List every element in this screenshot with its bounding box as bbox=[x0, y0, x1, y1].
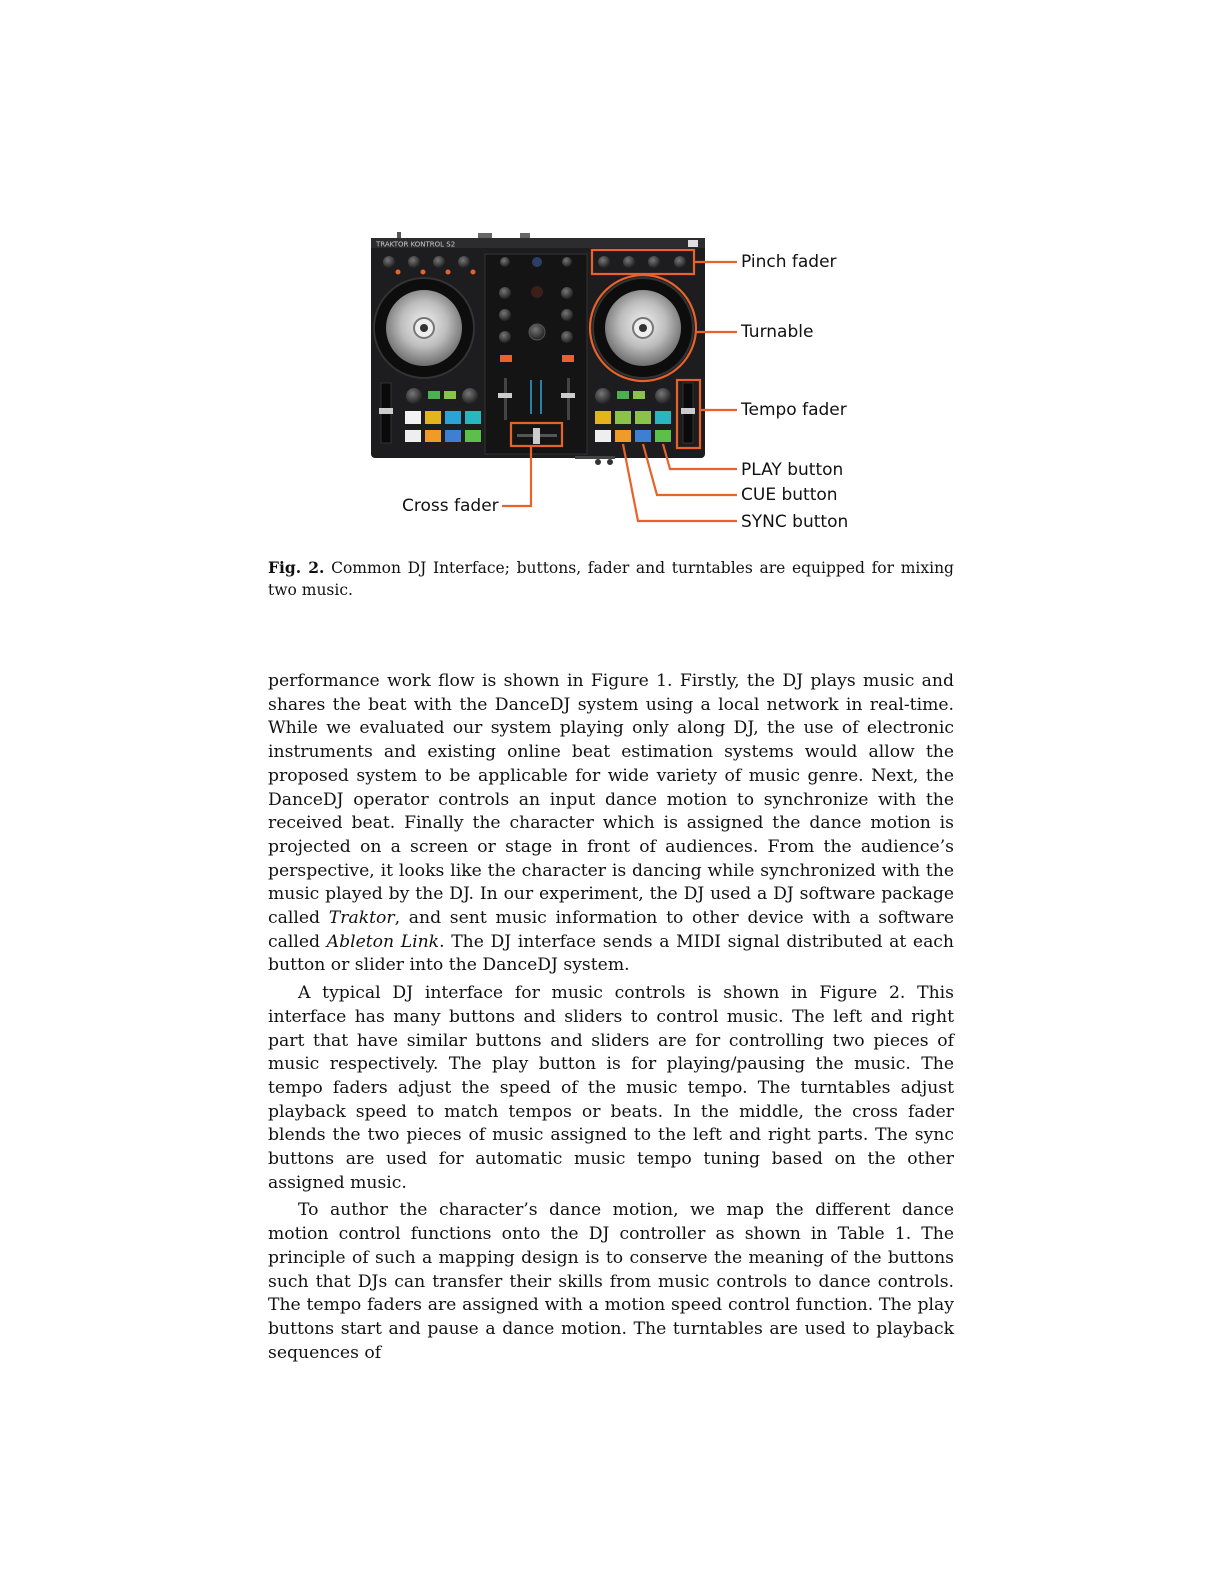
ableton-link-name: Ableton Link bbox=[326, 931, 440, 952]
caption-number: Fig. 2. bbox=[268, 558, 325, 577]
right-tempo-fader bbox=[681, 383, 695, 443]
device-brand: TRAKTOR KONTROL S2 bbox=[376, 240, 456, 249]
dj-controller-illustration bbox=[0, 0, 1224, 620]
pinch-fader-label: Pinch fader bbox=[741, 252, 837, 272]
paragraph-1-part-b: , and sent music information to other device with a software called bbox=[268, 908, 954, 952]
body-text bbox=[268, 670, 954, 1369]
figure-2 bbox=[0, 0, 1224, 620]
play-button-marker bbox=[655, 430, 671, 442]
cross-fader-label: Cross fader bbox=[402, 496, 499, 516]
paragraph-1-part-a: performance work flow is shown in Figure 1. Firstly, the DJ plays music and shares the beat with the DanceDJ system using a local network in real-time. While we evaluated our system playing only along DJ, the use of electronic instruments and existing online beat estimation systems would allow the proposed system to be applicable for wide variety of music genre. Next, the DanceDJ operator controls an input dance motion to synchronize with the received beat. Finally the character which is assigned the dance motion is projected on a screen or stage in front of audiences. From the audience’s perspective, it looks like the character is dancing while synchronized with the music played by the DJ. In our experiment, the DJ used a DJ software package called bbox=[268, 671, 954, 929]
sync-button-label: SYNC button bbox=[741, 512, 849, 532]
tempo-fader-label: Tempo fader bbox=[741, 400, 847, 420]
paragraph-1 bbox=[268, 670, 954, 978]
figure-caption bbox=[268, 557, 954, 601]
sync-button-marker bbox=[615, 430, 631, 442]
play-button-label: PLAY button bbox=[741, 460, 844, 480]
left-tempo-fader bbox=[379, 383, 393, 443]
left-turntable bbox=[374, 278, 474, 378]
cue-button-label: CUE button bbox=[741, 485, 838, 505]
cue-button-marker bbox=[635, 430, 651, 442]
traktor-name: Traktor bbox=[328, 908, 395, 929]
caption-text: Common DJ Interface; buttons, fader and turntables are equipped for mixing two music. bbox=[268, 559, 954, 599]
paragraph-3: To author the character’s dance motion, we map the different dance motion control functions onto the DJ controller as shown in Table 1. The principle of such a mapping design is to conserve the meaning of the buttons such that DJs can transfer their skills from music controls to dance controls. The tempo faders are assigned with a motion speed control function. The play buttons start and pause a dance motion. The turntables are used to playback sequences of bbox=[268, 1200, 954, 1363]
paragraph-1-part-c: . The DJ interface sends a MIDI signal distributed at each button or slider into the DanceDJ system. bbox=[268, 931, 955, 976]
turntable-label: Turnable bbox=[741, 322, 814, 342]
right-turntable bbox=[593, 278, 693, 378]
paragraph-2: A typical DJ interface for music controls is shown in Figure 2. This interface has many buttons and sliders to control music. The left and right part that have similar buttons and sliders are for controlling two pieces of music respectively. The play button is for playing/pausing the music. The tempo faders adjust the speed of the music tempo. The turntables adjust playback speed to match tempos or beats. In the middle, the cross fader blends the two pieces of music assigned to the left and right parts. The sync buttons are used for automatic music tempo tuning based on the other assigned music. bbox=[268, 983, 954, 1193]
